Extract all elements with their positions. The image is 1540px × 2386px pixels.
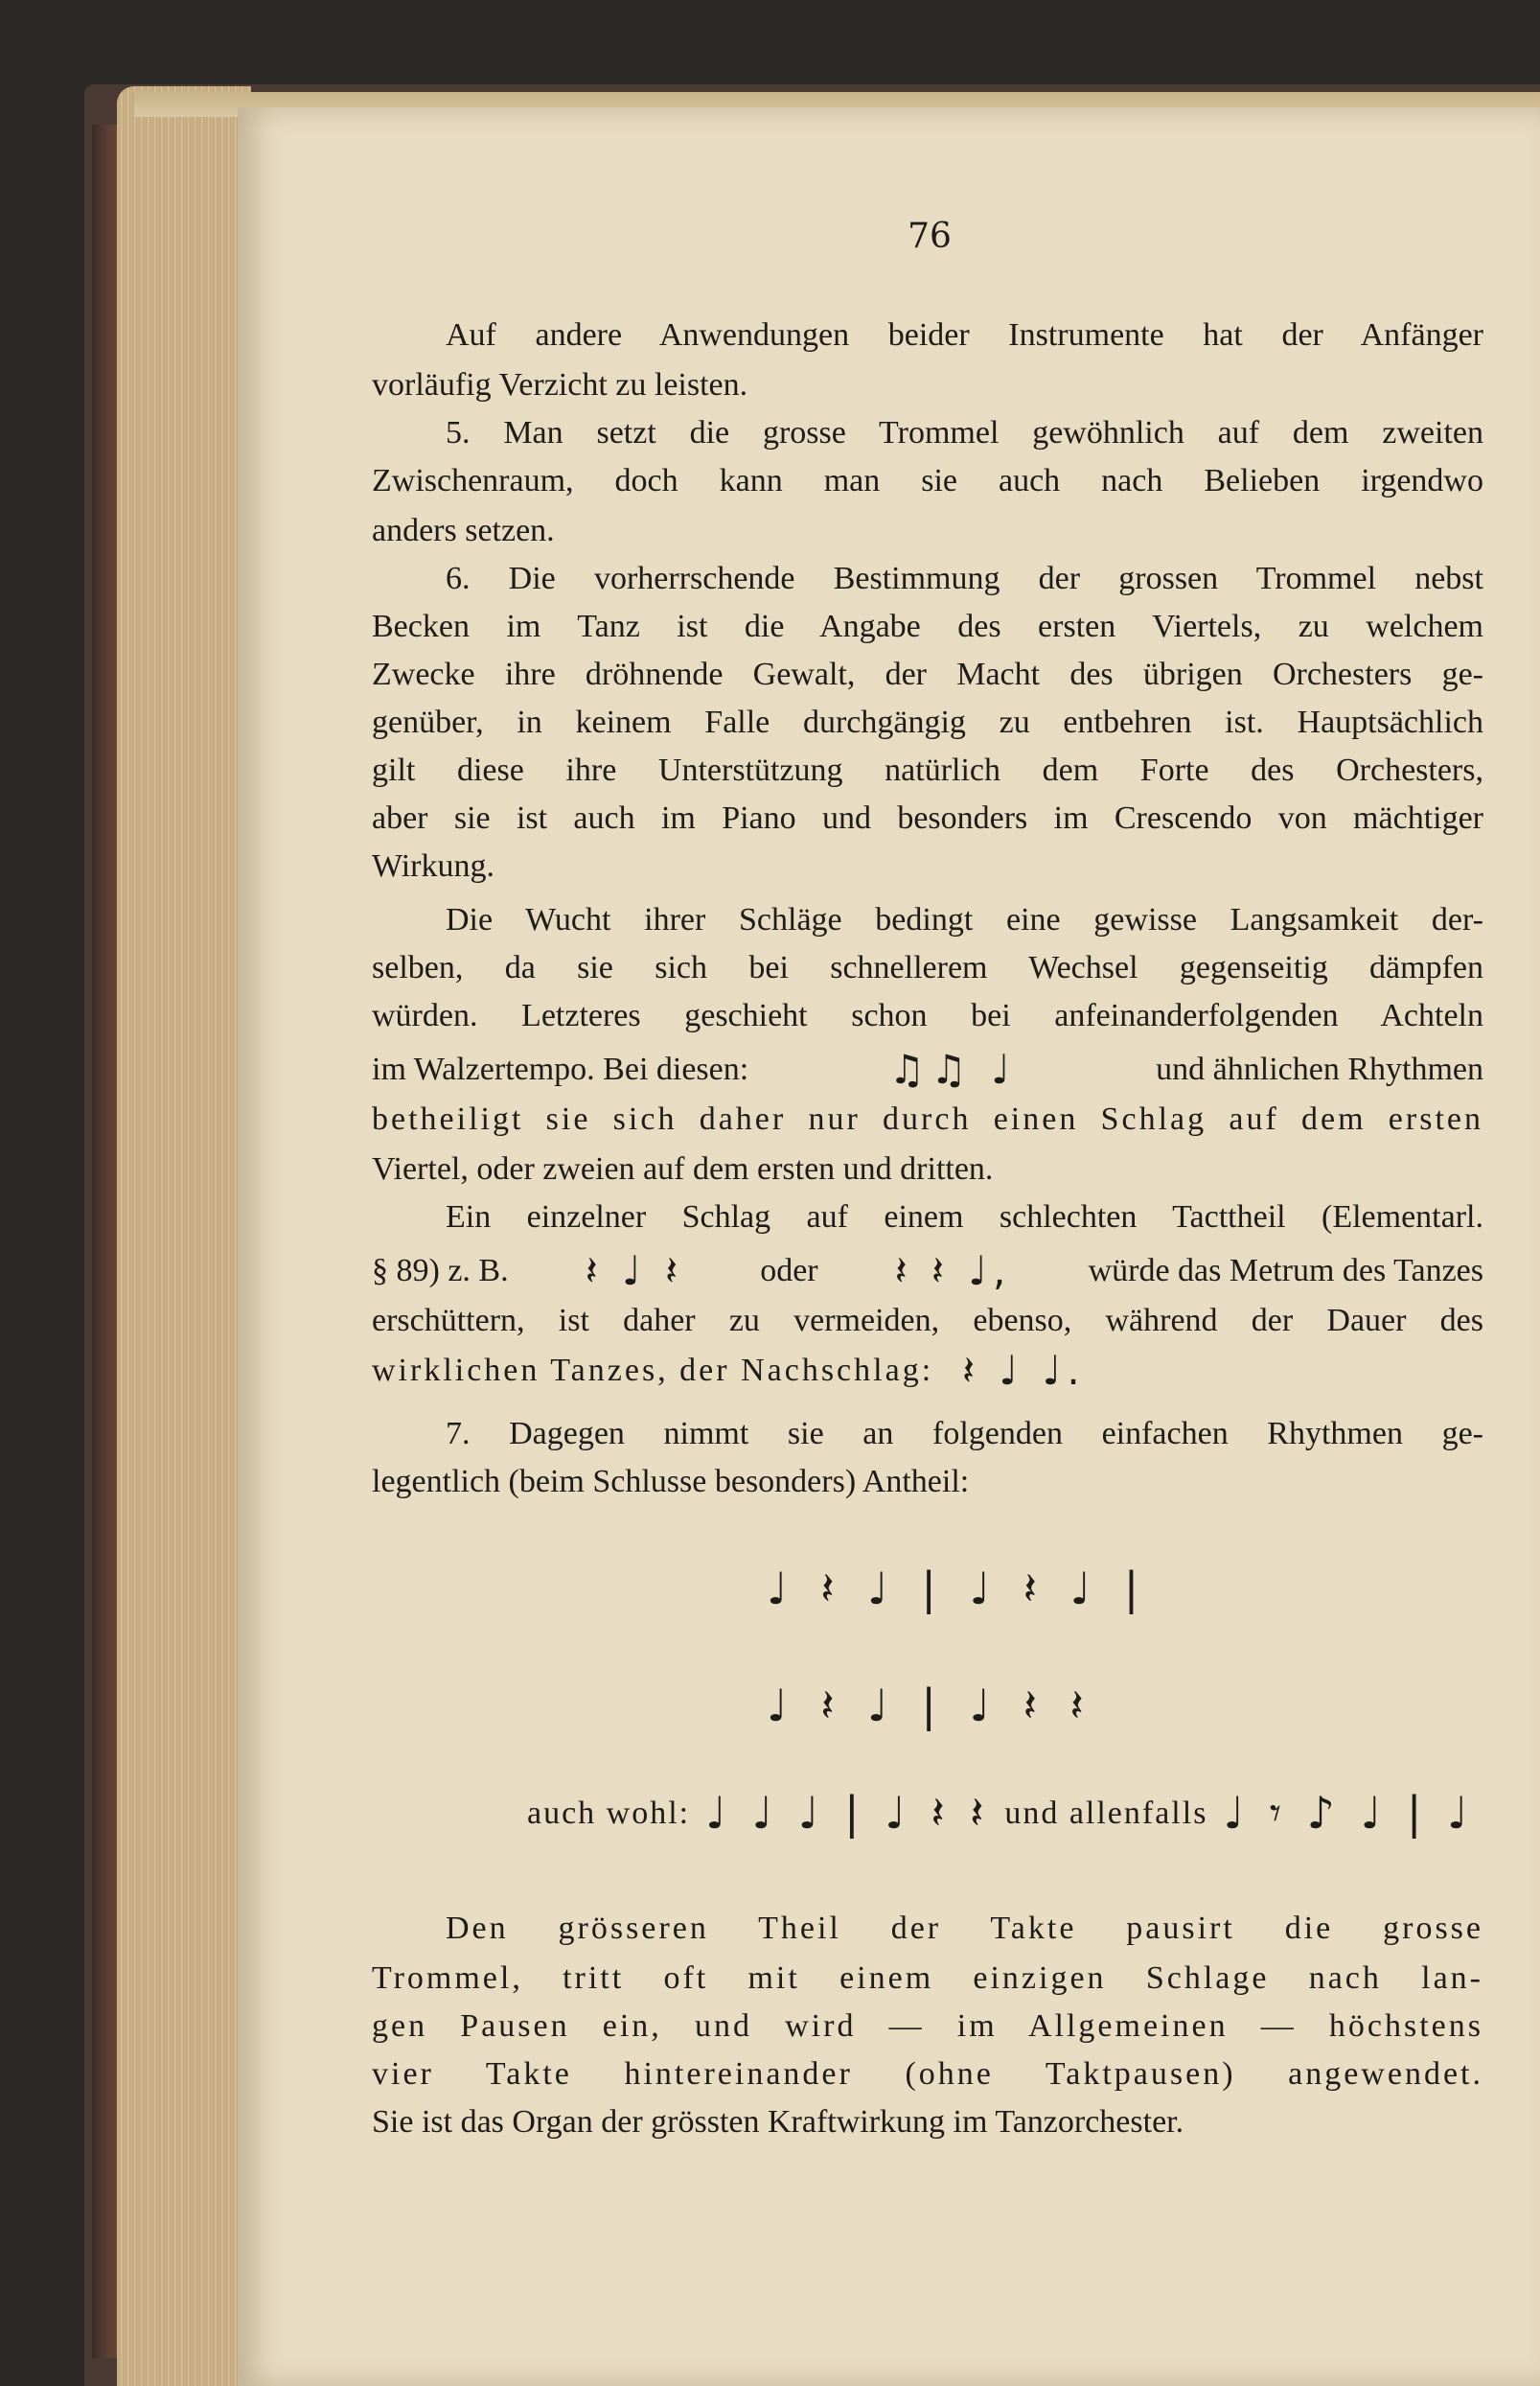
text-line: vorläufig Verzicht zu leisten. — [372, 367, 748, 403]
text-line: Den grösseren Theil der Takte pausirt die grosse — [446, 1911, 1483, 1946]
text-line: 5. Man setzt die grosse Trommel gewöhnlich auf dem zweiten — [446, 415, 1483, 451]
text-line: Zwischenraum, doch kann man sie auch nach Belieben irgendwo — [372, 463, 1483, 498]
text-line: Becken im Tanz ist die Angabe des ersten Viertels, zu welchem — [372, 609, 1483, 644]
music-notes-nachschlag: 𝄽 ♩ ♩. — [962, 1347, 1086, 1394]
music-notes-example-2: 𝄽 𝄽 ♩, — [894, 1247, 1012, 1294]
text-line: erschüttern, ist daher zu vermeiden, ebenso, während der Dauer des — [372, 1303, 1483, 1338]
rhythm-example-1: ♩ 𝄽 ♩ | ♩ 𝄽 ♩ | — [767, 1563, 1149, 1614]
rhythm-notes: ♩ ♩ ♩ | ♩ 𝄽 𝄽 — [705, 1787, 990, 1839]
text-line-with-notes — [372, 1247, 1483, 1294]
rhythm-label: auch wohl: — [527, 1795, 691, 1831]
page-edges — [117, 86, 251, 2386]
text-line: würden. Letzteres geschieht schon bei anfeinanderfolgenden Achteln — [372, 998, 1483, 1033]
text-line: legentlich (beim Schlusse besonders) Antheil: — [372, 1464, 970, 1499]
text-line-with-notes — [372, 1347, 1483, 1394]
text-line: gilt diese ihre Unterstützung natürlich dem Forte des Orchesters, — [372, 753, 1483, 788]
text-line: selben, da sie sich bei schnellerem Wechsel gegenseitig dämpfen — [372, 950, 1483, 985]
rhythm-example-2: ♩ 𝄽 ♩ | ♩ 𝄽 𝄽 — [767, 1679, 1093, 1731]
text-fragment: § 89) z. B. — [372, 1253, 509, 1288]
text-fragment: und ähnlichen Rhythmen — [1156, 1052, 1483, 1087]
text-line: Ein einzelner Schlag auf einem schlechten Tacttheil (Elementarl. — [446, 1199, 1483, 1235]
text-line: Zwecke ihre dröhnende Gewalt, der Macht des übrigen Orchesters ge- — [372, 657, 1483, 692]
text-line: gen Pausen ein, und wird — im Allgemeinen — höchstens — [372, 2008, 1483, 2044]
rhythm-label: und allenfalls — [1004, 1795, 1208, 1831]
text-line: Die Wucht ihrer Schläge bedingt eine gewisse Langsamkeit der- — [446, 902, 1483, 938]
text-fragment: oder — [760, 1253, 818, 1288]
rhythm-notes: ♩ 𝄾 ♪ ♩ | ♩ — [1223, 1787, 1474, 1839]
music-notes-example-1: 𝄽 ♩ 𝄽 — [585, 1247, 683, 1294]
rhythm-example-3 — [527, 1787, 1474, 1841]
text-line: 7. Dagegen nimmt sie an folgenden einfachen Rhythmen ge- — [446, 1416, 1483, 1451]
text-line: anders setzen. — [372, 513, 555, 548]
text-line: Auf andere Anwendungen beider Instrumente hat der Anfänger — [446, 317, 1483, 353]
text-line: vier Takte hintereinander (ohne Taktpausen) angewendet. — [372, 2056, 1483, 2092]
page-number: 76 — [908, 217, 952, 256]
text-line-with-notes — [372, 1046, 1483, 1093]
music-notes-eighths: ♫♫ ♩ — [888, 1046, 1016, 1093]
text-fragment: im Walzertempo. Bei diesen: — [372, 1052, 749, 1087]
text-line: genüber, in keinem Falle durchgängig zu entbehren ist. Hauptsächlich — [372, 705, 1483, 740]
text-fragment: wirklichen Tanzes, der Nachschlag: — [372, 1353, 934, 1388]
text-line: betheiligt sie sich daher nur durch einen Schlag auf dem ersten — [372, 1101, 1483, 1137]
text-line: aber sie ist auch im Piano und besonders im Crescendo von mächtiger — [372, 800, 1483, 836]
text-fragment: würde das Metrum des Tanzes — [1088, 1253, 1483, 1288]
text-line: Sie ist das Organ der grössten Kraftwirkung im Tanzorchester. — [372, 2104, 1184, 2140]
text-line: Wirkung. — [372, 848, 494, 884]
text-line: Viertel, oder zweien auf dem ersten und dritten. — [372, 1151, 994, 1187]
text-line: Trommel, tritt oft mit einem einzigen Schlage nach lan- — [372, 1960, 1483, 1996]
text-line: 6. Die vorherrschende Bestimmung der grossen Trommel nebst — [446, 561, 1483, 596]
